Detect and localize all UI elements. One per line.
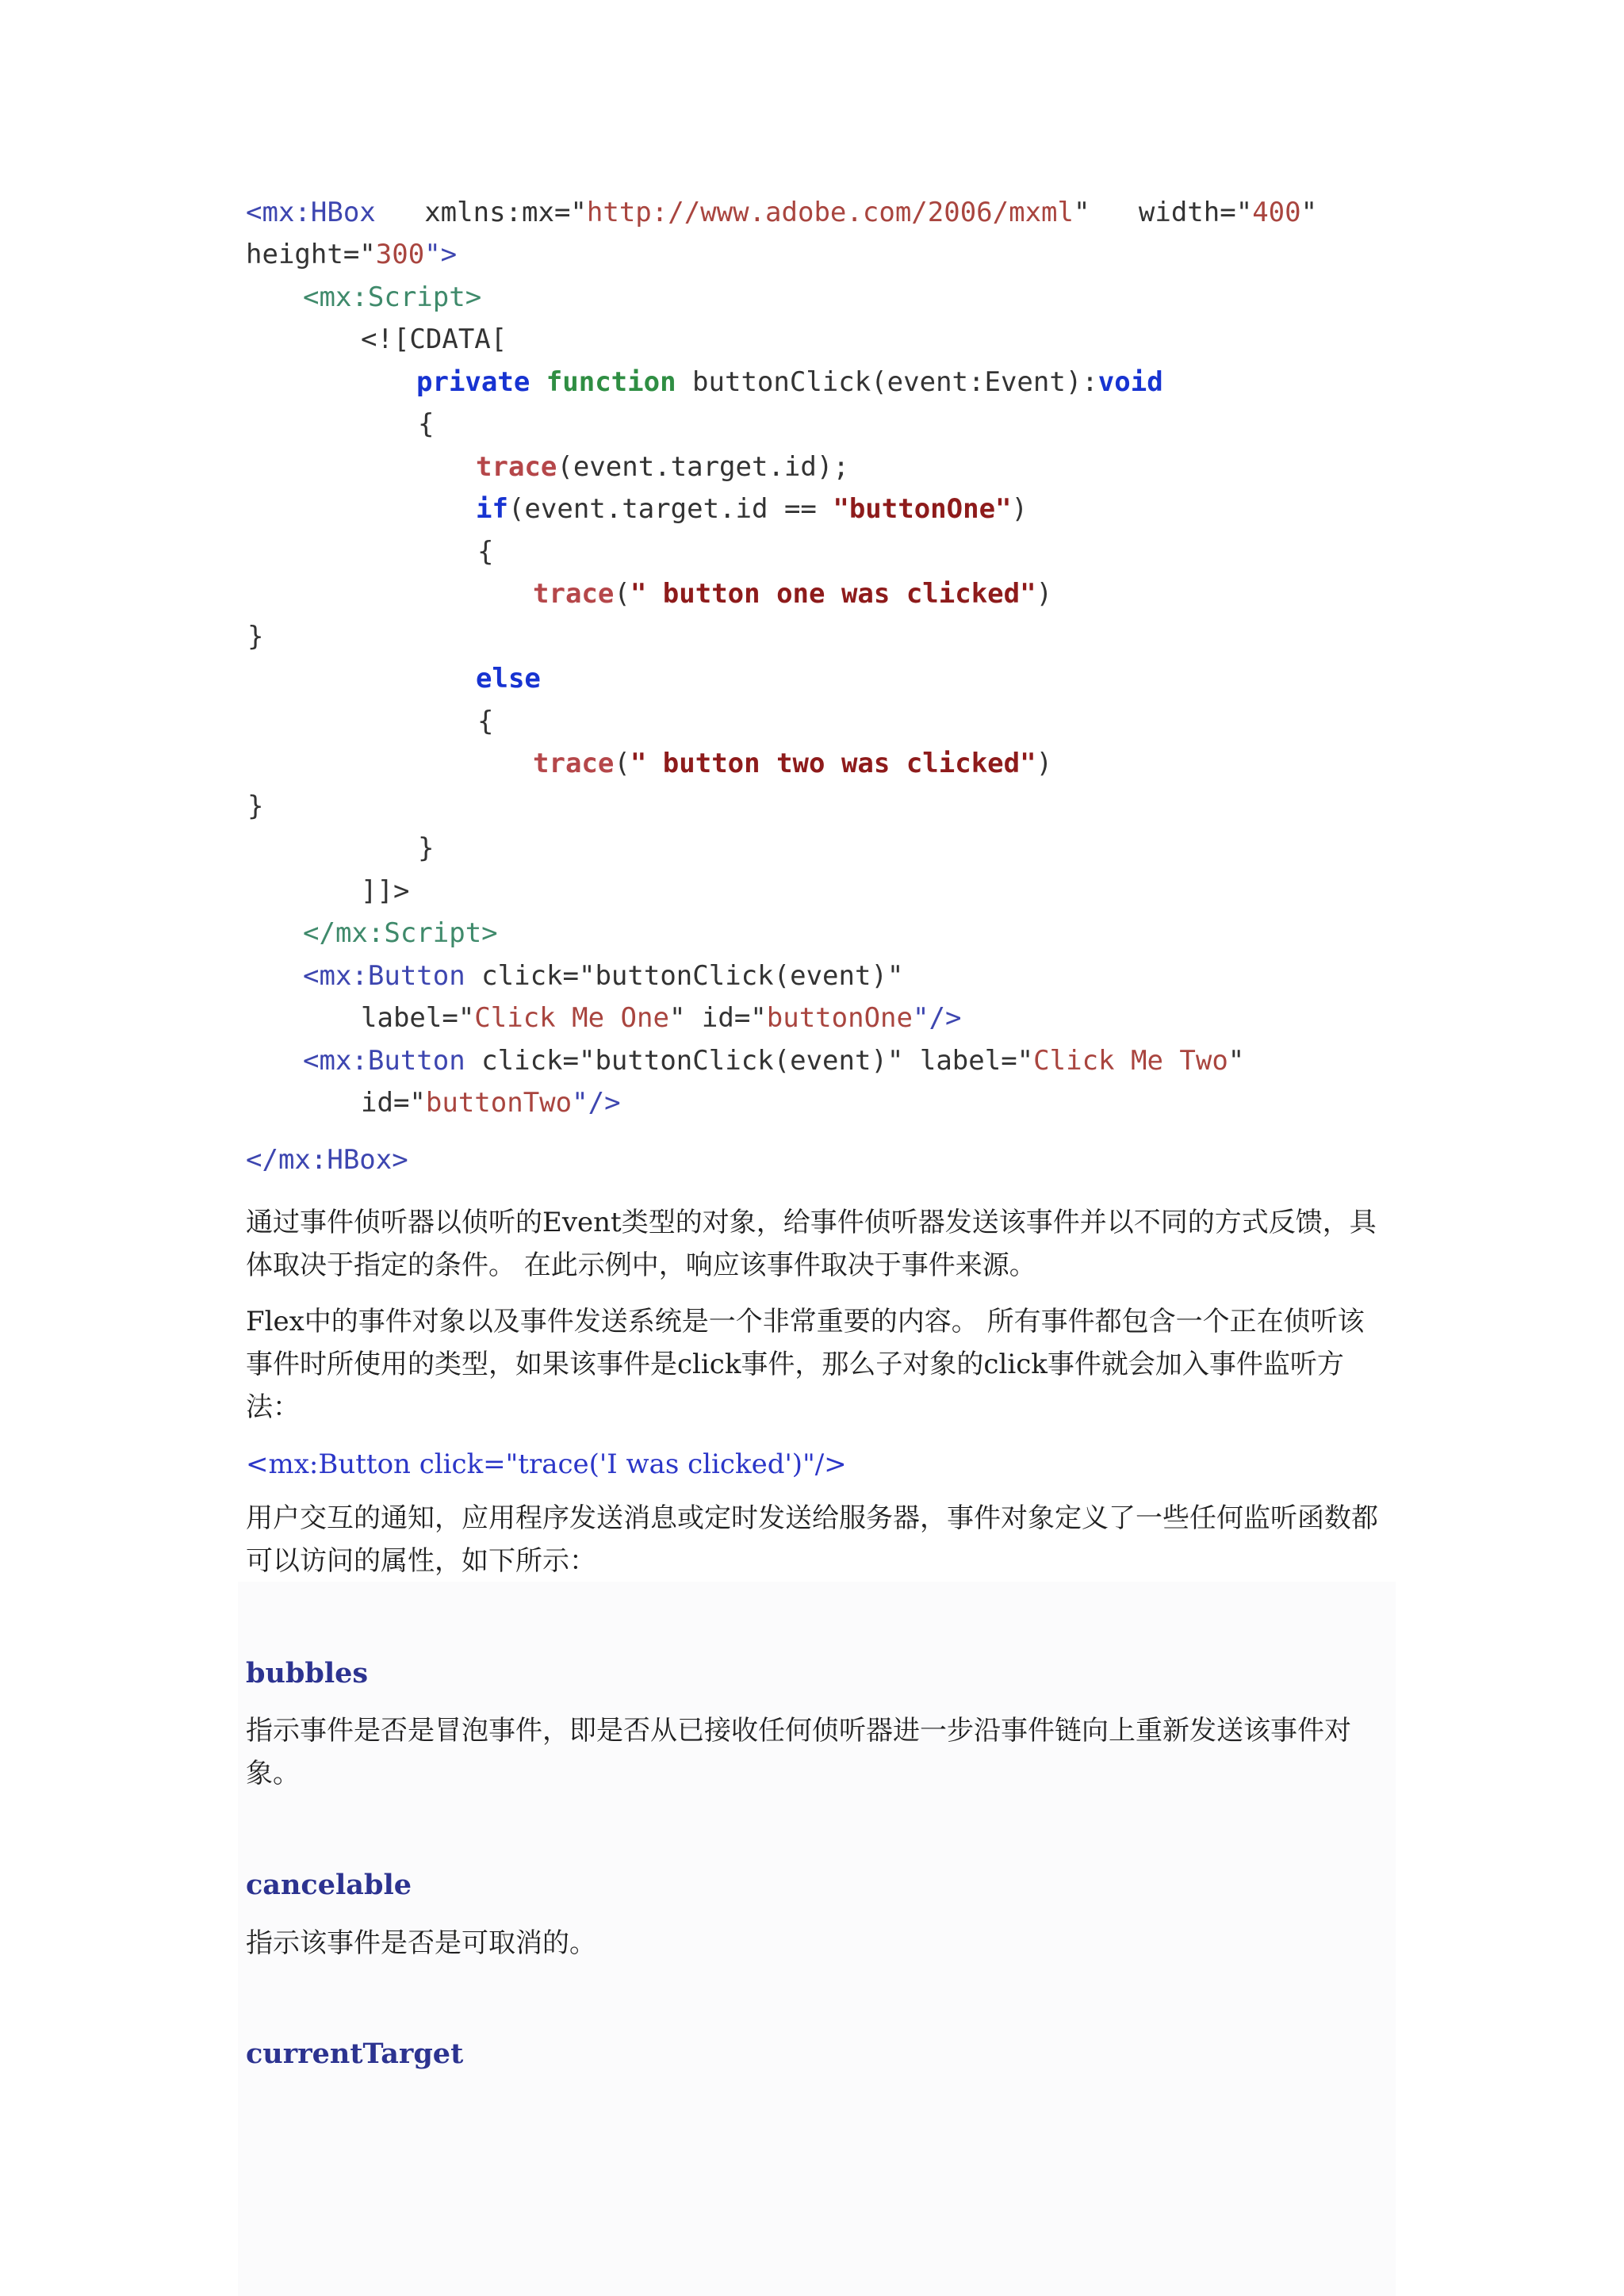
code-line-button-two-b — [361, 1087, 621, 1119]
trace-keyword: trace — [533, 578, 615, 610]
string-one: " button one was clicked" — [630, 578, 1036, 610]
paragraph-event-system: Flex中的事件对象以及事件发送系统是一个非常重要的内容。 所有事件都包含一个正在侦听该事件时所使用的类型，如果该事件是click事件，那么子对象的click事件就会加入事件监听方法： — [246, 1306, 1365, 1423]
script-close-tag: </mx:Script> — [303, 917, 498, 949]
hbox-close-tag: </mx:HBox> — [246, 1144, 408, 1176]
id-one: buttonOne — [766, 1002, 913, 1034]
xmlns-value: http://www.adobe.com/2006/mxml — [586, 197, 1074, 228]
code-line-if — [476, 493, 1028, 525]
void-keyword: void — [1097, 366, 1163, 398]
trace-keyword: trace — [476, 451, 557, 483]
tag-end: "/> — [913, 1002, 962, 1034]
width-value: 400 — [1252, 197, 1301, 228]
code-line-trace-one — [533, 578, 1052, 610]
height-value: 300 — [375, 239, 425, 270]
code-line-button-one — [303, 960, 903, 992]
private-keyword: private — [416, 366, 530, 398]
click-attr: click="buttonClick(event)" — [465, 960, 904, 992]
cdata-close: ]]> — [361, 875, 410, 907]
brace-close: } — [247, 621, 264, 652]
code-line-button-two — [303, 1045, 1244, 1077]
click-attr: click="buttonClick(event)" — [465, 1045, 904, 1077]
code-line-func — [416, 366, 1163, 398]
paren-open: ( — [614, 748, 630, 779]
code-line-trace — [476, 451, 849, 483]
xmlns-attr: xmlns:mx=" — [424, 197, 587, 228]
cdata-open: <![CDATA[ — [361, 323, 508, 355]
brace-open: { — [477, 536, 494, 568]
function-signature: buttonClick(event:Event): — [692, 366, 1098, 398]
paren-close: ) — [1011, 493, 1028, 525]
quote: " — [1073, 197, 1090, 228]
id-two: buttonTwo — [425, 1087, 573, 1119]
paren-close: ) — [1036, 578, 1053, 610]
property-desc-bubbles: 指示事件是否是冒泡事件，即是否从已接收任何侦听器进一步沿事件链向上重新发送该事件对象。 — [246, 1715, 1351, 1789]
property-name-cancelable: cancelable — [246, 1869, 412, 1901]
inline-code-example: <mx:Button click="trace('I was clicked')"/> — [246, 1448, 847, 1480]
brace-open: { — [477, 706, 494, 737]
brace-open: { — [418, 408, 435, 440]
quote: " — [1300, 197, 1318, 228]
tag-end: "/> — [572, 1087, 621, 1119]
paragraph-event-listener: 通过事件侦听器以侦听的Event类型的对象，给事件侦听器发送该事件并以不同的方式反馈，具体取决于指定的条件。 在此示例中，响应该事件取决于事件来源。 — [246, 1207, 1377, 1281]
property-name-currenttarget: currentTarget — [246, 2038, 464, 2070]
code-line-else — [476, 663, 541, 695]
height-attr: height=" — [246, 239, 376, 270]
id-attr: id=" — [361, 1087, 426, 1119]
trace-args: (event.target.id); — [557, 451, 849, 483]
label-attr: label=" — [361, 1002, 475, 1034]
else-keyword: else — [476, 663, 541, 695]
code-line-trace-two — [533, 748, 1052, 779]
hbox-open-tag: <mx:HBox — [246, 197, 376, 228]
brace-close: } — [247, 790, 264, 822]
code-line-1 — [246, 197, 1317, 228]
button-tag: <mx:Button — [303, 1045, 465, 1077]
hbox-open-end: "> — [424, 239, 458, 270]
script-open-tag: <mx:Script> — [303, 281, 482, 313]
brace-close: } — [418, 832, 435, 864]
quote: " — [1228, 1045, 1245, 1077]
label-one: Click Me One — [474, 1002, 669, 1034]
if-string: "buttonOne" — [833, 493, 1012, 525]
if-keyword: if — [476, 493, 508, 525]
label-two: Click Me Two — [1033, 1045, 1228, 1077]
code-line-2 — [246, 239, 457, 270]
paragraph-properties-intro: 用户交互的通知，应用程序发送消息或定时发送给服务器，事件对象定义了一些任何监听函数都可以访问的属性，如下所示： — [246, 1502, 1378, 1577]
id-attr: " id=" — [668, 1002, 767, 1034]
string-two: " button two was clicked" — [630, 748, 1036, 779]
paren-close: ) — [1036, 748, 1053, 779]
button-tag: <mx:Button — [303, 960, 465, 992]
paren-open: ( — [614, 578, 630, 610]
property-desc-cancelable: 指示该事件是否是可取消的。 — [246, 1927, 596, 1959]
width-attr: width=" — [1138, 197, 1253, 228]
function-keyword: function — [546, 366, 676, 398]
label-attr: label=" — [903, 1045, 1034, 1077]
code-line-button-one-b — [361, 1002, 961, 1034]
trace-keyword: trace — [533, 748, 615, 779]
if-condition: (event.target.id == — [508, 493, 833, 525]
property-name-bubbles: bubbles — [246, 1657, 369, 1689]
